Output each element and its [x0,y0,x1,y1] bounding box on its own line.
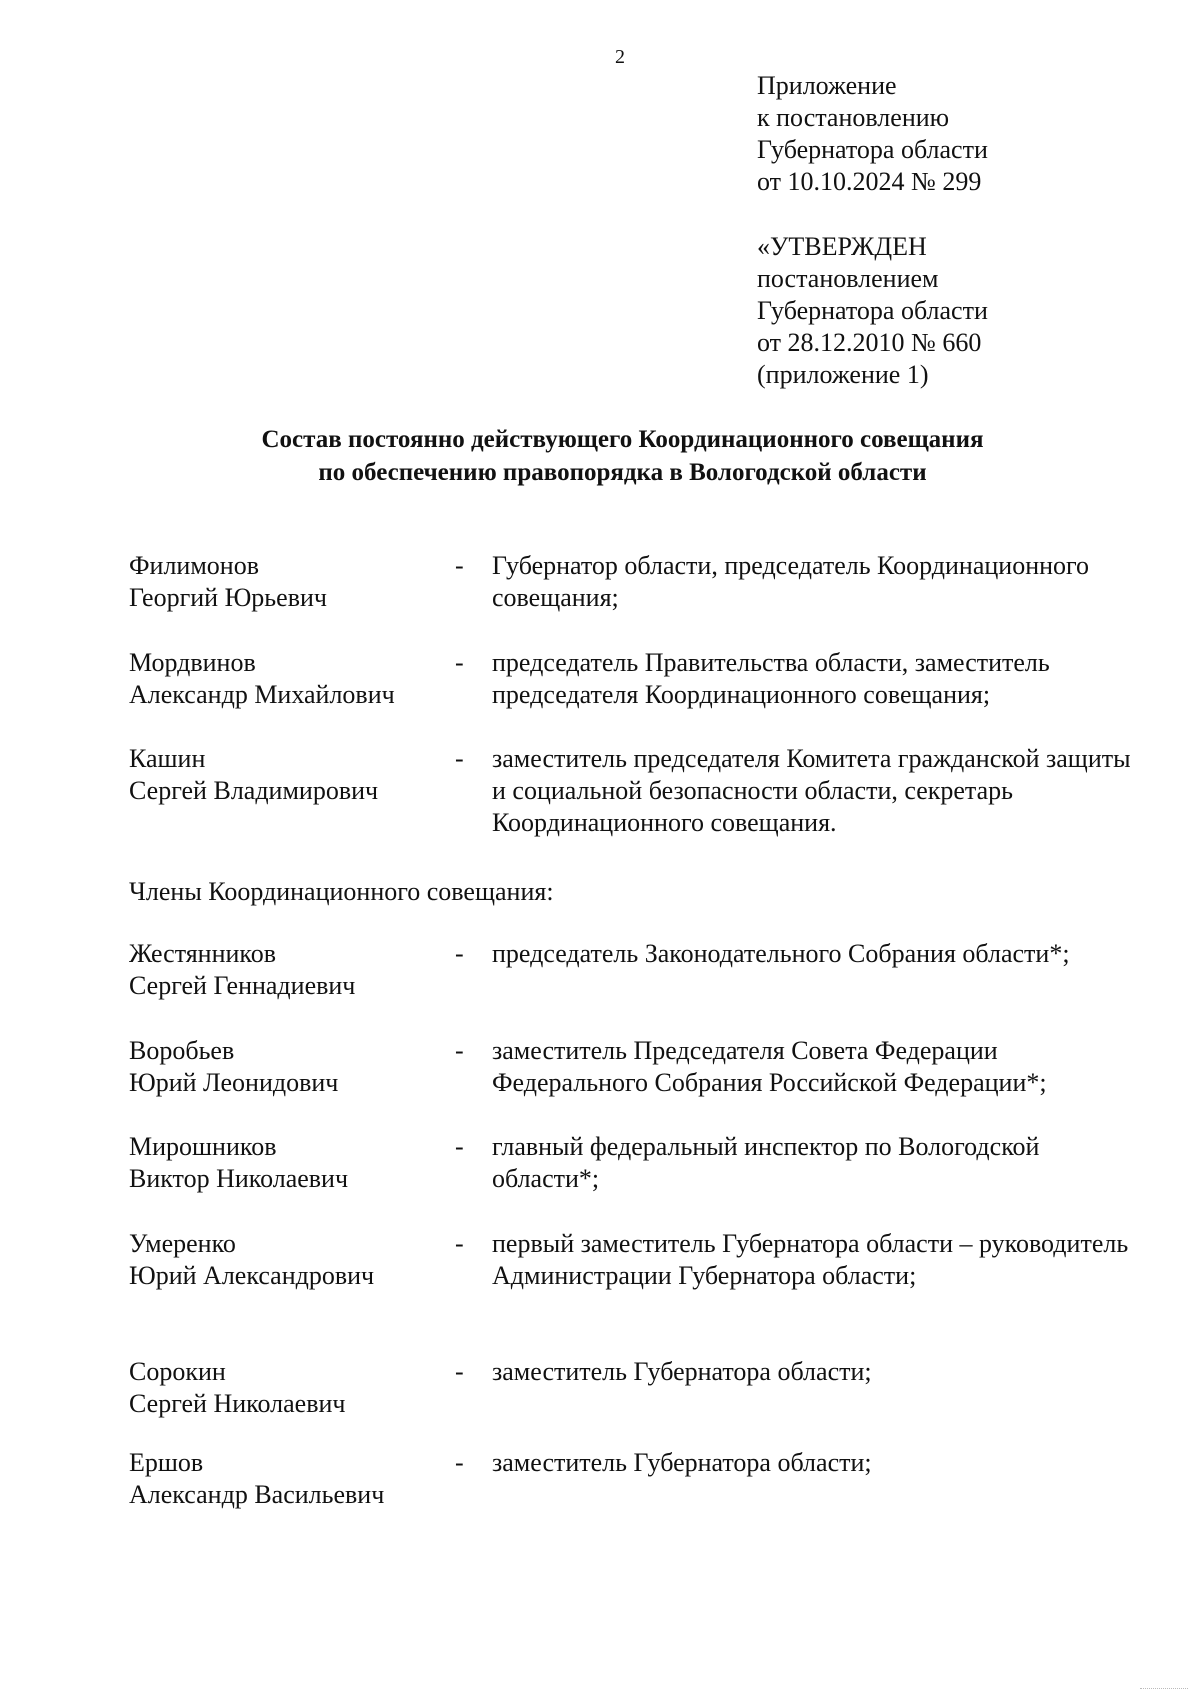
member-name [129,1447,449,1511]
member-name [129,1356,449,1420]
appendix-line: от 10.10.2024 № 299 [757,167,982,196]
member-name [129,1228,449,1292]
members-heading: Члены Координационного совещания: [129,877,554,906]
member-name [129,1131,449,1195]
member-given-names: Сергей Геннадиевич [129,971,356,1000]
list-item-leader [0,550,1200,650]
member-surname: Мордвинов [129,648,256,677]
page-number: 2 [615,46,625,68]
approval-line: Губернатора области [757,296,988,325]
scan-artifact-mark [1140,1688,1188,1691]
member-role: Губернатор области, председатель Координационного совещания; [492,551,1090,612]
member-surname: Сорокин [129,1357,226,1386]
title-line-1: Состав постоянно действующего Координационного совещания [261,426,984,453]
list-item-member [0,1356,1200,1456]
list-item-leader [0,743,1200,843]
list-item-member [0,1035,1200,1135]
member-role: заместитель Губернатора области; [492,1357,872,1386]
member-given-names: Георгий Юрьевич [129,583,327,612]
member-given-names: Сергей Николаевич [129,1389,346,1418]
dash-separator: - [455,1448,464,1477]
member-role: заместитель председателя Комитета гражданской защиты и социальной безопасности области, секретарь Координационного совещания. [492,744,1131,837]
member-role: первый заместитель Губернатора области – руководитель Администрации Губернатора области; [492,1229,1129,1290]
member-name [129,938,449,1002]
member-name [129,550,449,614]
member-role: заместитель Губернатора области; [492,1448,872,1477]
member-surname: Жестянников [129,939,277,968]
member-given-names: Юрий Александрович [129,1261,375,1290]
member-given-names: Александр Михайлович [129,680,395,709]
member-name [129,1035,449,1099]
member-surname: Кашин [129,744,206,773]
appendix-line: к постановлению [757,103,950,132]
member-role: председатель Правительства области, заместитель председателя Координационного совещания; [492,648,1050,709]
approval-stamp-text [757,231,1177,391]
member-surname: Умеренко [129,1229,236,1258]
member-given-names: Сергей Владимирович [129,776,379,805]
approval-line: постановлением [757,264,939,293]
member-name [129,647,449,711]
member-name [129,743,449,807]
dash-separator: - [455,551,464,580]
list-item-member [0,938,1200,1038]
appendix-line: Приложение [757,71,897,100]
approval-line: «УТВЕРЖДЕН [757,232,927,261]
member-role: председатель Законодательного Собрания области*; [492,939,1070,968]
member-given-names: Александр Васильевич [129,1480,385,1509]
list-item-leader [0,647,1200,747]
member-surname: Воробьев [129,1036,235,1065]
member-given-names: Юрий Леонидович [129,1068,339,1097]
dash-separator: - [455,1036,464,1065]
member-role: заместитель Председателя Совета Федерации Федерального Собрания Российской Федерации*; [492,1036,1047,1097]
list-item-member [0,1228,1200,1328]
member-surname: Филимонов [129,551,259,580]
member-surname: Ершов [129,1448,204,1477]
dash-separator: - [455,648,464,677]
dash-separator: - [455,1357,464,1386]
approval-line: от 28.12.2010 № 660 [757,328,982,357]
member-role: главный федеральный инспектор по Вологодской области*; [492,1132,1040,1193]
dash-separator: - [455,1132,464,1161]
member-surname: Мирошников [129,1132,277,1161]
document-title [0,423,1200,489]
dash-separator: - [455,939,464,968]
appendix-line: Губернатора области [757,135,988,164]
approval-line: (приложение 1) [757,360,929,389]
member-given-names: Виктор Николаевич [129,1164,349,1193]
dash-separator: - [455,744,464,773]
list-item-member [0,1447,1200,1547]
list-item-member [0,1131,1200,1231]
dash-separator: - [455,1229,464,1258]
appendix-header [757,70,1177,198]
title-line-2: по обеспечению правопорядка в Вологодской области [318,459,927,486]
